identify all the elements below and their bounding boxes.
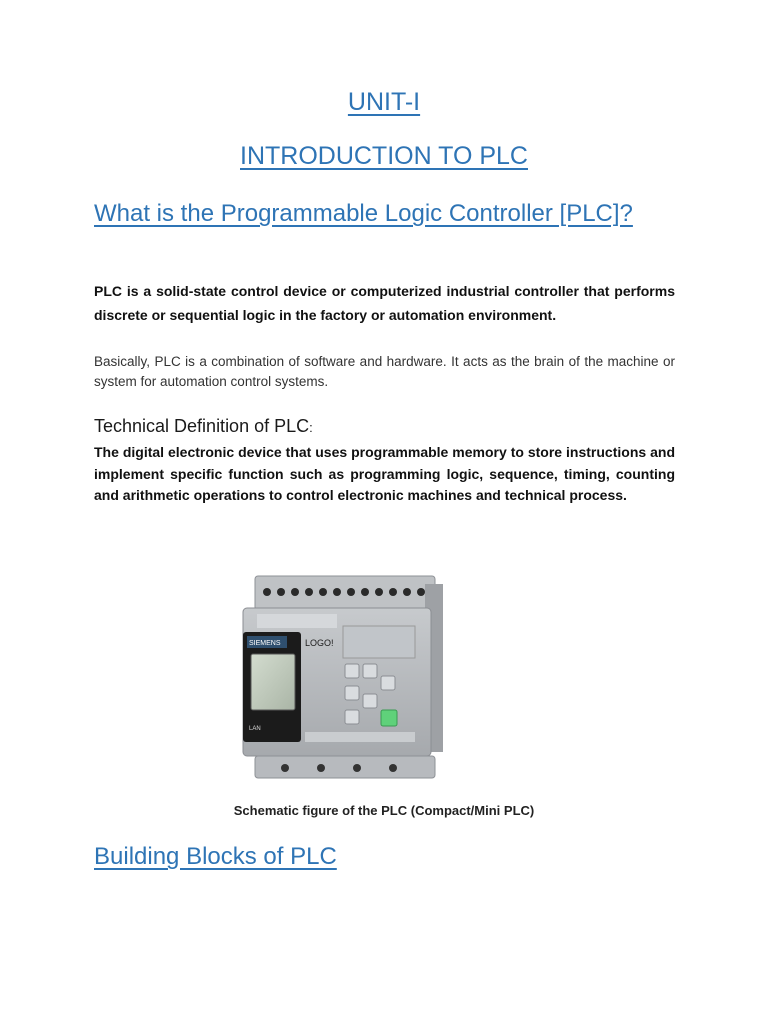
- plc-device-image: [225, 570, 545, 785]
- what-is-plc-heading: What is the Programmable Logic Controller [PLC]?: [94, 200, 633, 227]
- cover-panel: [343, 626, 415, 658]
- technical-definition-heading: [94, 416, 313, 437]
- port-label: LAN: [249, 726, 261, 732]
- basics-paragraph: Basically, PLC is a combination of software and hardware. It acts as the brain of the machine or system for automation control systems.: [94, 354, 675, 389]
- spec-label: [257, 614, 337, 628]
- model-label: LOGO!: [305, 638, 334, 648]
- technical-definition-colon: :: [309, 420, 313, 435]
- unit-title: UNIT-I: [347, 88, 421, 116]
- intro-title: INTRODUCTION TO PLC: [240, 142, 528, 170]
- definition-paragraph: PLC is a solid-state control device or computerized industrial controller that performs discrete or sequential logic in the factory or automation environment.: [94, 283, 675, 323]
- lcd-screen: [251, 654, 295, 710]
- brand-label: SIEMENS: [249, 640, 281, 647]
- ok-button: [381, 710, 397, 726]
- technical-definition-paragraph: The digital electronic device that uses programmable memory to store instructions and implement specific function such as programming logic, sequence, timing, counting and arithmetic operations to control electronic machines and technical process.: [94, 444, 675, 503]
- technical-definition-heading-text: Technical Definition of PLC: [94, 416, 310, 436]
- figure-caption: Schematic figure of the PLC (Compact/Mini PLC): [233, 803, 535, 818]
- bottom-label: [305, 732, 415, 742]
- building-blocks-heading: Building Blocks of PLC: [94, 843, 337, 870]
